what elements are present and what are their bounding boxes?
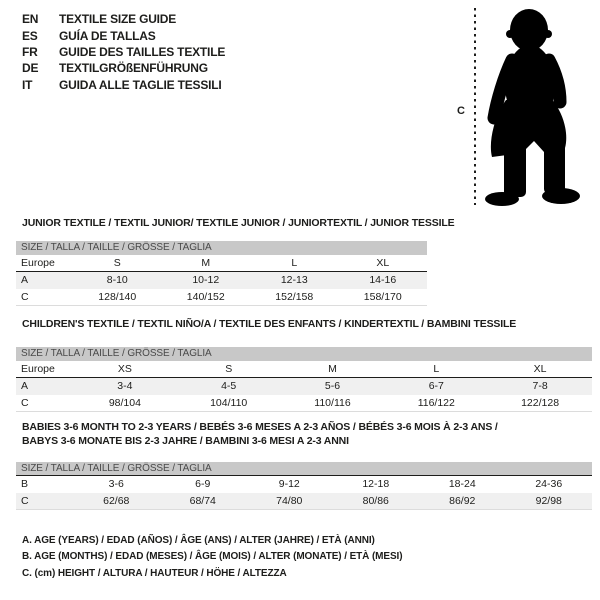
table-cell: 9-12 [278,478,300,490]
language-title: GUÍA DE TALLAS [59,28,156,43]
table-header-row [16,255,427,272]
row-label: B [21,478,29,490]
section-heading-children: CHILDREN'S TEXTILE / TEXTIL NIÑO/A / TEXTILE DES ENFANTS / KINDERTEXTIL / BAMBINI TESSILE [22,318,517,330]
junior-size-table [16,241,427,306]
table-cell: 14-16 [369,274,397,286]
baby-silhouette [485,9,580,206]
row-label: A [21,380,29,392]
table-cell: 86/92 [449,495,476,507]
table-row [16,493,592,510]
language-header [22,11,225,93]
table-row [16,378,592,395]
table-cell: 128/140 [98,291,137,303]
column-header: M [328,363,337,375]
size-bar: SIZE / TALLA / TAILLE / GRÖSSE / TAGLIA [16,347,592,361]
row-label: C [21,495,29,507]
column-header: Europe [21,363,55,375]
table-row [16,395,592,412]
table-cell: 10-12 [192,274,220,286]
table-cell: 6-7 [428,380,444,392]
table-cell: 80/86 [362,495,389,507]
table-cell: 98/104 [108,397,141,409]
language-title: TEXTILE SIZE GUIDE [59,12,177,27]
section-heading-junior: JUNIOR TEXTILE / TEXTIL JUNIOR/ TEXTILE JUNIOR / JUNIORTEXTIL / JUNIOR TESSILE [22,217,455,229]
size-bar: SIZE / TALLA / TAILLE / GRÖSSE / TAGLIA [16,462,592,476]
table-cell: 24-36 [535,478,563,490]
height-measure-label: C [457,105,465,117]
size-bar: SIZE / TALLA / TAILLE / GRÖSSE / TAGLIA [16,241,427,255]
table-cell: 12-13 [280,274,308,286]
table-row [16,272,427,289]
language-code: DE [22,61,39,76]
column-header: L [291,257,298,269]
footnote-height-cm: C. (cm) HEIGHT / ALTURA / HAUTEUR / HÖHE / ALTEZZA [22,567,287,579]
table-row [16,476,592,493]
column-header: XL [533,363,547,375]
table-cell: 8-10 [106,274,128,286]
table-cell: 110/116 [314,397,351,409]
section-heading-babies-line2: BABYS 3-6 MONATE BIS 2-3 JAHRE / BAMBINI 3-6 MESI A 2-3 ANNI [22,435,349,447]
column-header: M [201,257,211,269]
table-cell: 18-24 [448,478,476,490]
footnotes [22,533,402,582]
footnote-age-months: B. AGE (MONTHS) / EDAD (MESES) / ÂGE (MOIS) / ALTER (MONATE) / ETÀ (MESI) [22,551,403,563]
row-label: C [21,397,29,409]
language-row [22,27,225,43]
table-cell: 62/68 [103,495,130,507]
table-cell: 68/74 [189,495,216,507]
language-row [22,77,225,93]
language-code: ES [22,28,38,43]
children-size-table [16,347,592,412]
column-header: S [225,363,233,375]
column-header: Europe [21,257,55,269]
baby-silhouette-icon [470,5,590,207]
table-cell: 12-18 [362,478,390,490]
babies-size-table [16,462,592,510]
row-label: A [21,274,29,286]
language-row [22,11,225,27]
table-cell: 74/80 [276,495,303,507]
footnote-age-years: A. AGE (YEARS) / EDAD (AÑOS) / ÂGE (ANS) / ALTER (JAHRE) / ETÀ (ANNI) [22,535,375,546]
language-title: GUIDA ALLE TAGLIE TESSILI [59,77,222,92]
table-cell: 122/128 [521,397,560,409]
table-row [16,289,427,306]
table-cell: 4-5 [221,380,237,392]
table-cell: 3-4 [117,380,133,392]
table-header-row [16,361,592,378]
language-row [22,60,225,76]
table-cell: 5-6 [324,380,341,392]
language-title: TEXTILGRÖßENFÜHRUNG [59,61,208,76]
table-cell: 7-8 [532,380,548,392]
row-label: C [21,291,29,303]
table-cell: 158/170 [363,291,402,303]
column-header: L [433,363,440,375]
table-cell: 104/110 [210,397,248,409]
language-code: FR [22,44,38,59]
table-cell: 140/152 [186,291,225,303]
column-header: XS [117,363,132,375]
table-cell: 152/158 [275,291,314,303]
language-title: GUIDE DES TAILLES TEXTILE [59,44,226,59]
language-code: EN [22,12,39,27]
column-header: XL [376,257,390,269]
column-header: S [113,257,121,269]
table-cell: 116/122 [417,397,455,409]
section-heading-babies-line1: BABIES 3-6 MONTH TO 2-3 YEARS / BEBÉS 3-6 MESES A 2-3 AÑOS / BÉBÉS 3-6 MOIS À 2-3 ANS / [22,421,498,433]
language-code: IT [22,77,33,92]
table-cell: 6-9 [195,478,211,490]
table-cell: 3-6 [108,478,124,490]
table-cell: 92/98 [535,495,562,507]
language-row [22,44,225,60]
